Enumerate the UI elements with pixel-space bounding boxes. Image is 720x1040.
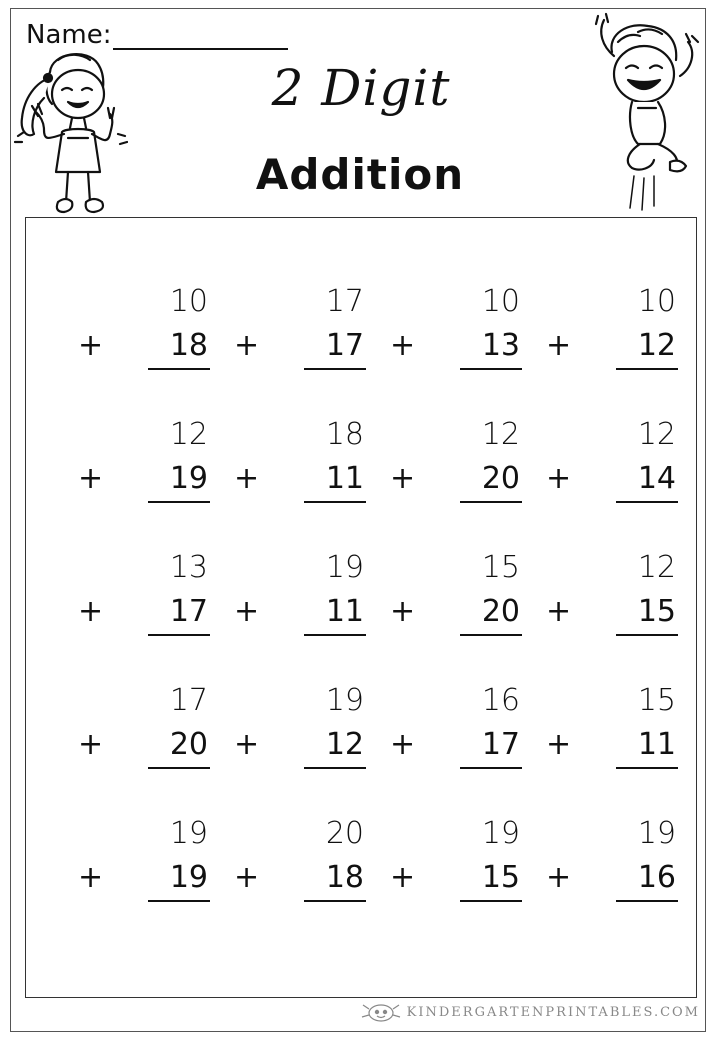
answer-line [460,634,522,636]
addend-bottom: 12 [325,727,364,762]
addition-problem [234,814,364,924]
plus-sign: + [78,328,104,363]
addend-top: 12 [637,417,676,452]
addition-problem [390,681,520,791]
addend-top: 20 [325,816,364,851]
plus-sign: + [546,328,572,363]
addition-problem [546,814,676,924]
answer-line [148,501,210,503]
addend-top: 15 [637,683,676,718]
plus-sign: + [78,860,104,895]
addend-bottom: 17 [481,727,520,762]
answer-line [616,501,678,503]
answer-line [148,634,210,636]
plus-sign: + [546,860,572,895]
answer-line [304,501,366,503]
addend-bottom: 11 [325,594,364,629]
addition-problem [234,415,364,525]
answer-line [616,634,678,636]
footer [360,1000,700,1024]
addend-top: 17 [169,683,208,718]
answer-line [460,501,522,503]
addend-bottom: 11 [637,727,676,762]
addition-problem [546,415,676,525]
answer-line [460,900,522,902]
addend-top: 12 [637,550,676,585]
plus-sign: + [234,594,260,629]
addend-bottom: 20 [169,727,208,762]
addend-bottom: 20 [481,461,520,496]
answer-line [616,767,678,769]
addend-top: 10 [169,284,208,319]
answer-line [148,767,210,769]
addend-top: 15 [481,550,520,585]
answer-line [460,767,522,769]
addend-bottom: 14 [637,461,676,496]
answer-line [148,900,210,902]
addend-top: 19 [169,816,208,851]
addend-bottom: 19 [169,860,208,895]
addend-bottom: 13 [481,328,520,363]
addend-bottom: 15 [637,594,676,629]
girl-clapping-icon [10,42,128,220]
plus-sign: + [546,727,572,762]
plus-sign: + [78,727,104,762]
addend-top: 12 [169,417,208,452]
addend-bottom: 17 [169,594,208,629]
plus-sign: + [234,328,260,363]
boy-jumping-icon [588,12,706,212]
answer-line [304,368,366,370]
addend-bottom: 20 [481,594,520,629]
plus-sign: + [546,461,572,496]
addition-problem [390,548,520,658]
addend-bottom: 17 [325,328,364,363]
plus-sign: + [390,594,416,629]
addend-bottom: 18 [169,328,208,363]
plus-sign: + [234,461,260,496]
addend-top: 12 [481,417,520,452]
answer-line [304,634,366,636]
plus-sign: + [390,727,416,762]
site-credit: KINDERGARTENPRINTABLES.COM [406,1004,700,1020]
addend-top: 19 [481,816,520,851]
answer-line [304,767,366,769]
answer-line [616,900,678,902]
plus-sign: + [234,860,260,895]
plus-sign: + [390,328,416,363]
addition-problem [546,282,676,392]
name-blank-line [113,24,288,50]
answer-line [148,368,210,370]
answer-line [304,900,366,902]
plus-sign: + [546,594,572,629]
addend-top: 16 [481,683,520,718]
addend-top: 19 [325,550,364,585]
addend-bottom: 16 [637,860,676,895]
plus-sign: + [390,860,416,895]
plus-sign: + [78,461,104,496]
addend-top: 13 [169,550,208,585]
addend-bottom: 19 [169,461,208,496]
addition-problem [78,415,208,525]
worksheet-title-bold: Addition [255,150,465,199]
addition-problem [234,282,364,392]
addend-bottom: 15 [481,860,520,895]
plus-sign: + [390,461,416,496]
answer-line [616,368,678,370]
plus-sign: + [234,727,260,762]
addend-bottom: 11 [325,461,364,496]
addend-top: 19 [637,816,676,851]
addition-problem [390,814,520,924]
addition-problem [546,681,676,791]
answer-line [460,368,522,370]
addition-problem [390,282,520,392]
addend-top: 18 [325,417,364,452]
name-label: Name: [26,20,112,50]
addition-problem [234,681,364,791]
addition-problem [78,681,208,791]
site-logo-icon [361,1001,401,1023]
plus-sign: + [78,594,104,629]
addition-problem [78,814,208,924]
addition-problem [546,548,676,658]
addition-problem [234,548,364,658]
addend-bottom: 18 [325,860,364,895]
addend-top: 10 [637,284,676,319]
addition-problem [390,415,520,525]
addend-top: 17 [325,284,364,319]
addition-problem [78,548,208,658]
worksheet-title-script: 2 Digit [271,59,451,117]
addend-top: 19 [325,683,364,718]
addition-problem [78,282,208,392]
addend-bottom: 12 [637,328,676,363]
addend-top: 10 [481,284,520,319]
